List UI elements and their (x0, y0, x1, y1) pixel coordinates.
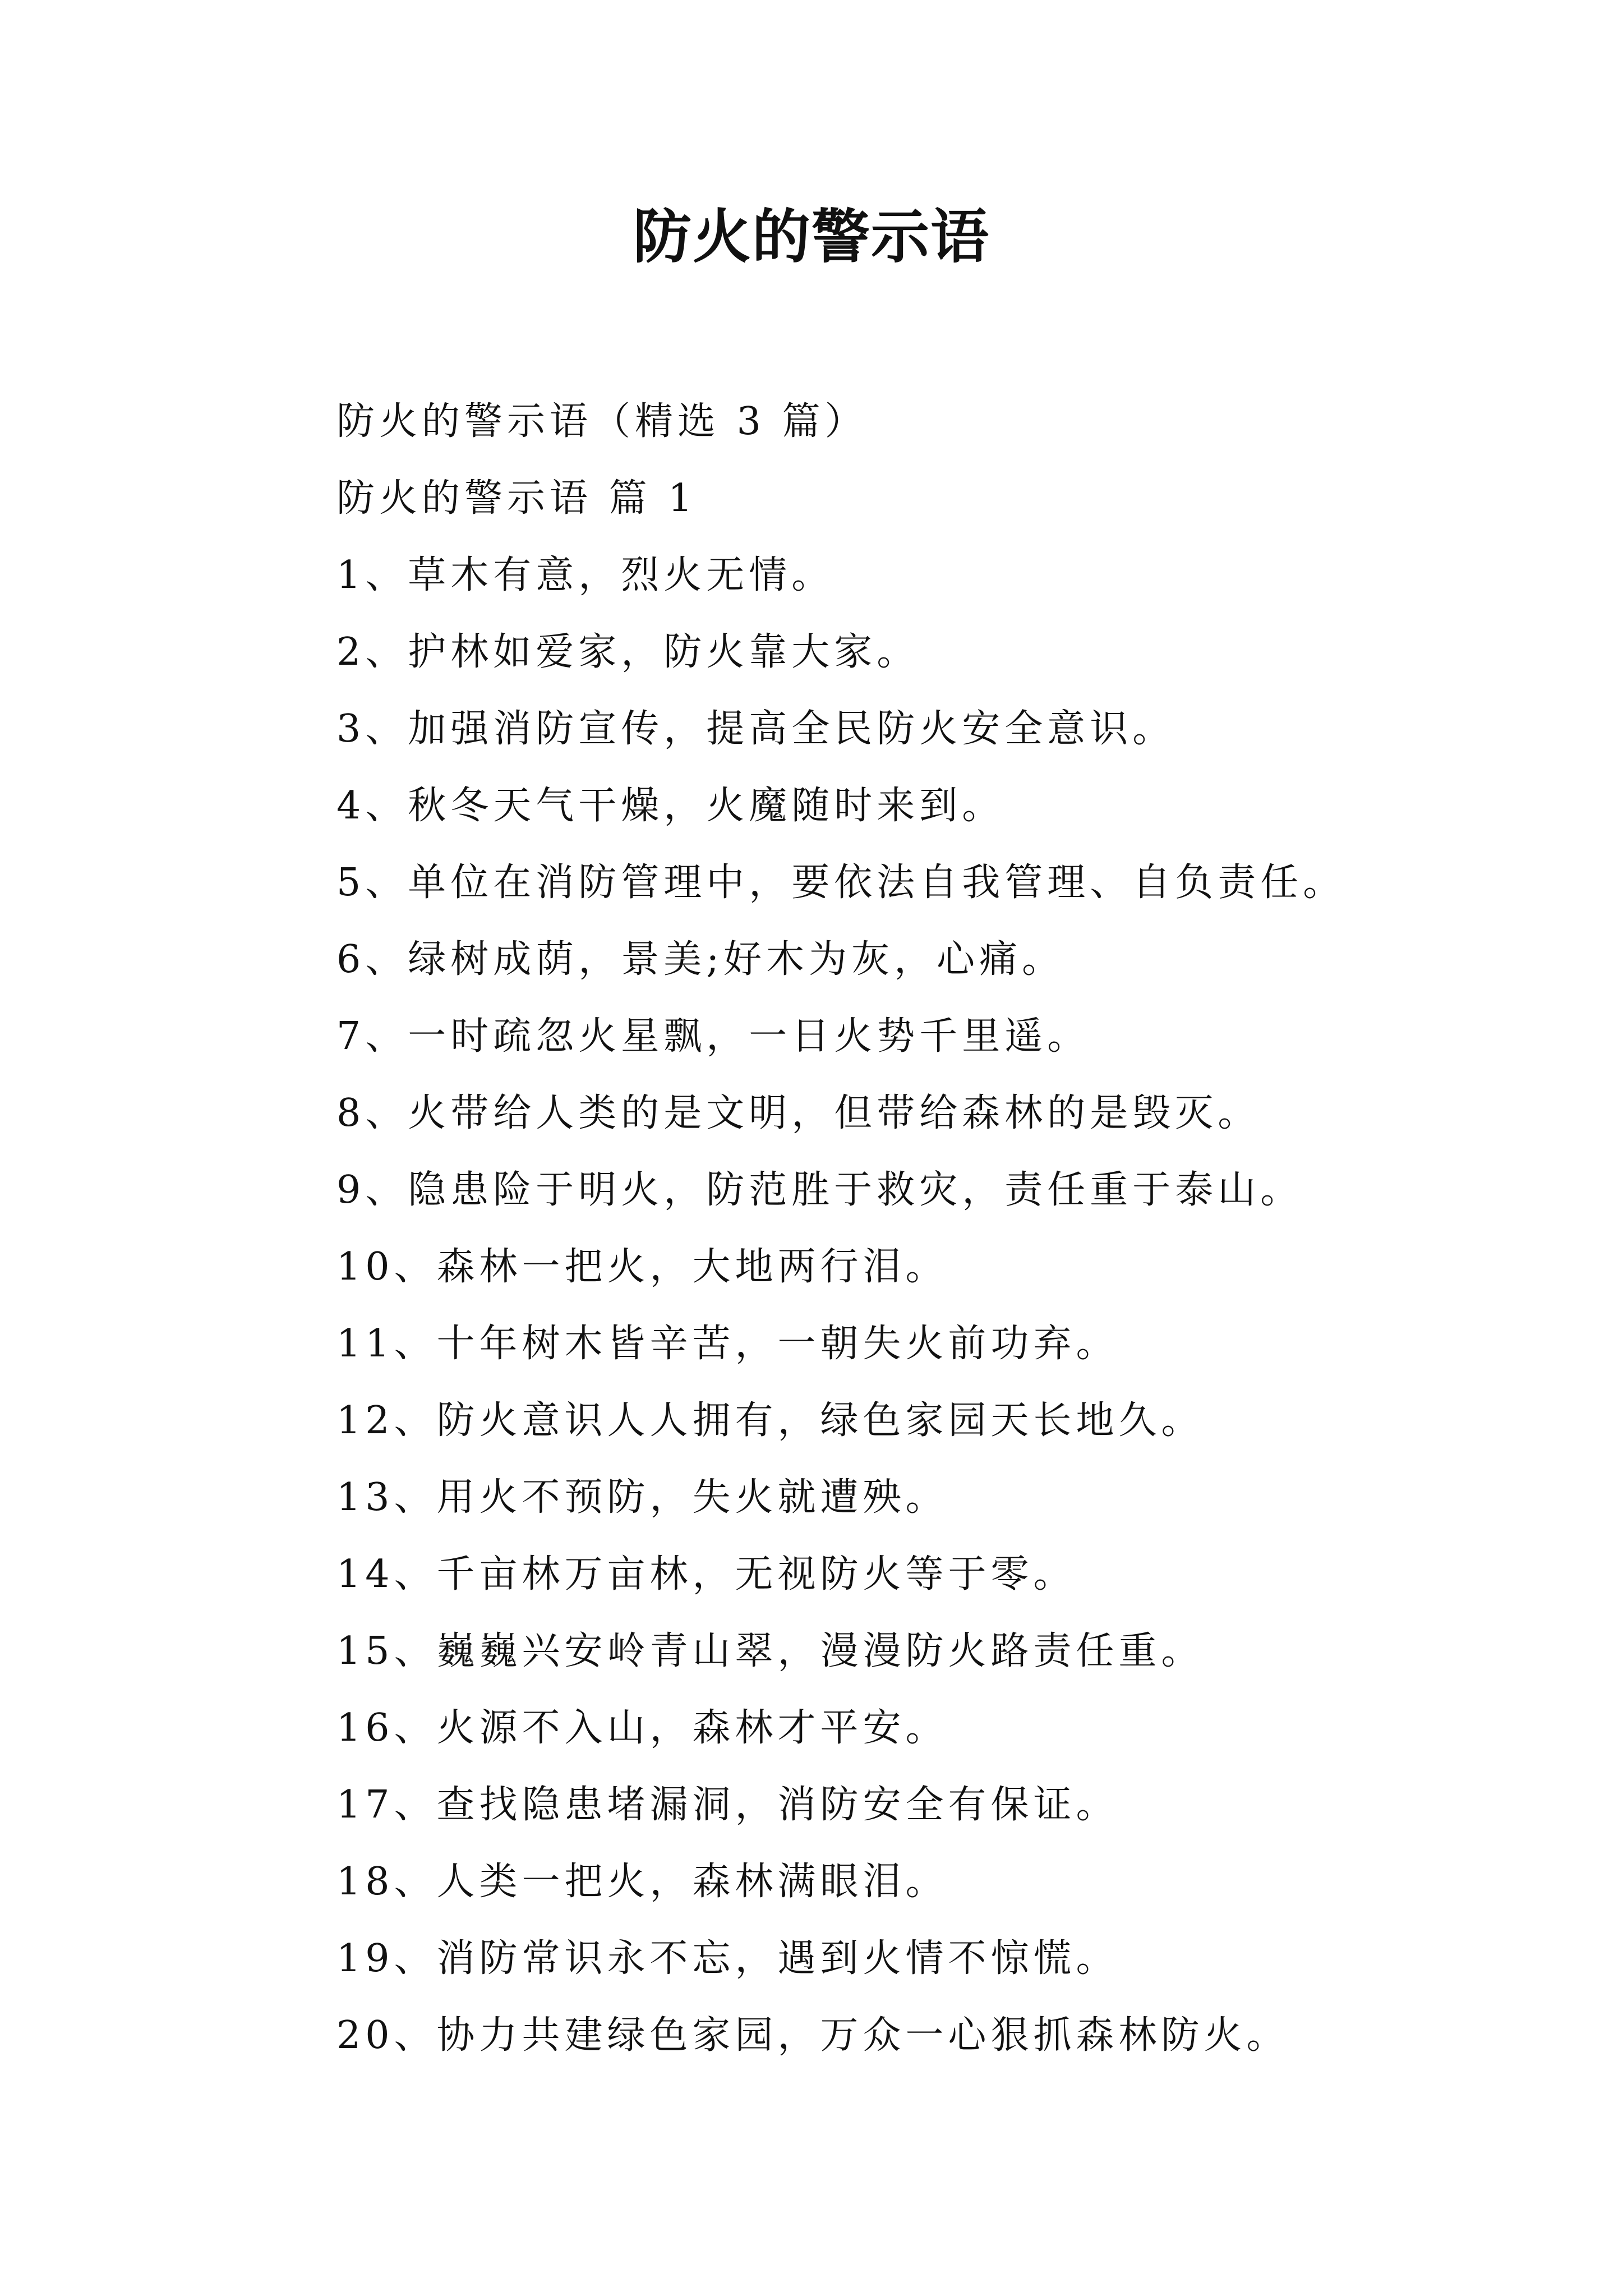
list-item: 3、加强消防宣传，提高全民防火安全意识。 (336, 707, 1175, 751)
list-item: 5、单位在消防管理中，要依法自我管理、自负责任。 (336, 861, 1346, 905)
section-heading: 防火的警示语 篇 1 (336, 476, 697, 521)
list-item: 2、护林如爱家，防火靠大家。 (336, 630, 920, 674)
list-item: 11、十年树木皆辛苦，一朝失火前功弃。 (336, 1322, 1119, 1366)
list-item: 8、火带给人类的是文明，但带给森林的是毁灭。 (336, 1091, 1261, 1135)
list-item: 6、绿树成荫，景美;好木为灰，心痛。 (336, 937, 1065, 982)
list-item: 18、人类一把火，森林满眼泪。 (336, 1860, 948, 1904)
list-item: 1、草木有意，烈火无情。 (336, 553, 834, 597)
list-item: 17、查找隐患堵漏洞，消防安全有保证。 (336, 1783, 1119, 1827)
list-item: 15、巍巍兴安岭青山翠，漫漫防火路责任重。 (336, 1629, 1204, 1673)
document-subtitle: 防火的警示语（精选 3 篇） (336, 399, 868, 444)
list-item: 10、森林一把火，大地两行泪。 (336, 1245, 948, 1289)
document-body (336, 383, 1514, 2074)
list-item: 9、隐患险于明火，防范胜于救灾，责任重于泰山。 (336, 1168, 1303, 1212)
list-item: 16、火源不入山，森林才平安。 (336, 1706, 948, 1750)
list-item: 20、协力共建绿色家园，万众一心狠抓森林防火。 (336, 2013, 1289, 2058)
list-item: 12、防火意识人人拥有，绿色家园天长地久。 (336, 1398, 1204, 1443)
list-item: 19、消防常识永不忘，遇到火情不惊慌。 (336, 1936, 1119, 1981)
list-item: 7、一时疏忽火星飘，一日火势千里遥。 (336, 1014, 1090, 1059)
list-item: 14、千亩林万亩林，无视防火等于零。 (336, 1552, 1076, 1596)
list-item: 4、秋冬天气干燥，火魔随时来到。 (336, 784, 1005, 828)
list-item: 13、用火不预防，失火就遭殃。 (336, 1475, 948, 1520)
document-title: 防火的警示语 (633, 202, 990, 271)
